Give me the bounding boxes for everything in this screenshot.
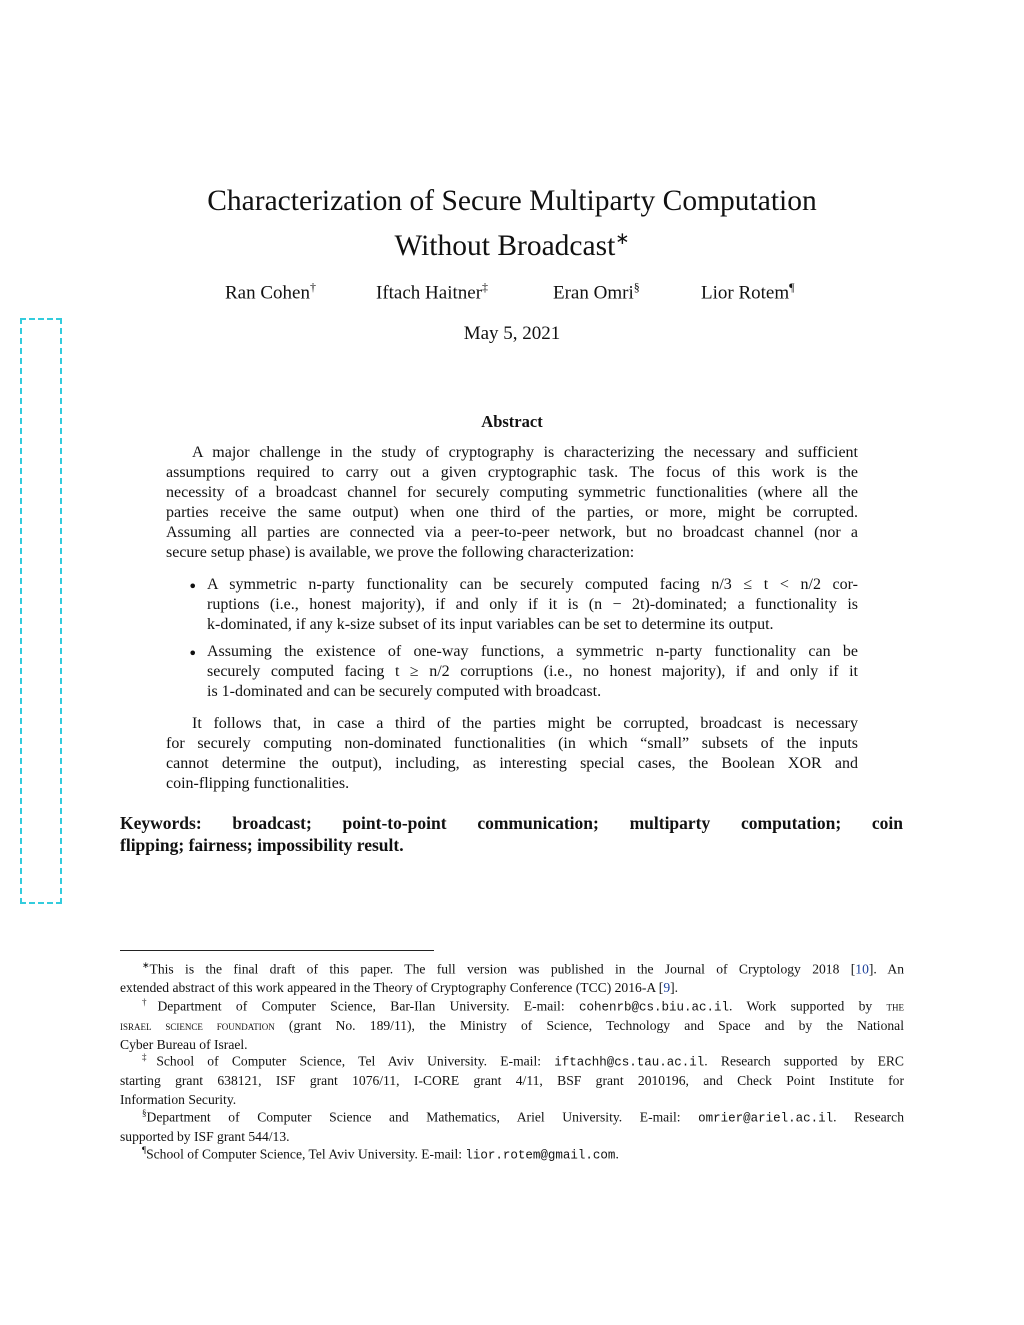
abstract-heading: Abstract — [481, 412, 543, 431]
abstract-bullet-1: A symmetric n-party functionality can be securely computed facing n/3 ≤ t < n/2 cor- ruptions (i.e., honest majority), if and only if it is (n − 2t)-dominated; a functionality is k-dominated, if any k-size subset of its input variables can be set to determine its output. — [207, 576, 858, 633]
footnote-3: ‡School of Computer Science, Tel Aviv University. E-mail: iftachh@cs.tau.ac.il. Research supported by ERC starting grant 638121, ISF grant 1076/11, I-CORE grant 4/11, BSF grant 2010196, and Check Point Institute for Information Security. — [120, 1052, 905, 1107]
bullet-2-marker: • — [188, 644, 198, 663]
paper-title — [150, 183, 874, 265]
bullet-1-marker: • — [188, 577, 198, 596]
email-haitner[interactable]: iftachh@cs.tau.ac.il — [554, 1055, 705, 1070]
abstract-paragraph-1: A major challenge in the study of cryptography is characterizing the necessary and sufficient assumptions required to carry out a given cryptographic task. The focus of this work is the necessity of a broadcast channel for securely computing symmetric functionalities (where all the parties receive the same output) when one third of the parties, or more, might be corrupted. Assuming all parties are connected via a peer-to-peer network, but no broadcast channel (nor a secure setup phase) is available, we prove the following characterization: — [166, 444, 858, 561]
abstract-paragraph-2: It follows that, in case a third of the parties might be corrupted, broadcast is necessary for securely computing non-dominated functionalities (in which “small” subsets of the inputs cannot determine the output), including, as interesting special cases, the Boolean XOR and coin-flipping functionalities. — [166, 715, 858, 792]
author-4: Lior Rotem¶ — [701, 280, 795, 304]
reference-link-9[interactable]: 9 — [663, 980, 671, 996]
author-1: Ran Cohen† — [225, 280, 316, 304]
footnote-4: §Department of Computer Science and Mathematics, Ariel University. E-mail: omrier@ariel.ac.il. Research supported by ISF grant 544/13. — [120, 1108, 904, 1145]
footnote-rule — [120, 950, 434, 951]
email-omri[interactable]: omrier@ariel.ac.il — [698, 1111, 834, 1126]
footnote-5: ¶School of Computer Science, Tel Aviv University. E-mail: lior.rotem@gmail.com. — [142, 1145, 619, 1163]
arxiv-stamp-frame — [20, 318, 62, 904]
email-cohen[interactable]: cohenrb@cs.biu.ac.il — [578, 1000, 729, 1015]
title-line-2: Without Broadcast∗ — [394, 229, 630, 262]
reference-link-10[interactable]: 10 — [855, 961, 869, 977]
footnote-1: ∗This is the final draft of this paper. The full version was published in the Journal of Cryptology 2018 [10]. An extended abstract of this work appeared in the Theory of Cryptography Conference (TCC) 2016-A [9]. — [120, 960, 904, 996]
publication-date: May 5, 2021 — [463, 323, 561, 344]
title-footnote-mark: ∗ — [615, 229, 630, 248]
keywords: Keywords: broadcast; point-to-point communication; multiparty computation; coin flipping; fairness; impossibility result. — [120, 813, 903, 855]
footnote-2: †Department of Computer Science, Bar-Ilan University. E-mail: cohenrb@cs.biu.ac.il. Work supported by the israel science foundation (grant No. 189/11), the Ministry of Science, Technology and Space and by the National Cyber Bureau of Israel. — [120, 997, 904, 1052]
title-line-1: Characterization of Secure Multiparty Computation — [207, 185, 817, 217]
email-rotem[interactable]: lior.rotem@gmail.com — [465, 1148, 616, 1163]
author-2: Iftach Haitner‡ — [376, 280, 489, 304]
abstract-bullet-2: Assuming the existence of one-way functions, a symmetric n-party functionality can be securely computed facing t ≥ n/2 corruptions (i.e., no honest majority), if and only if it is 1-dominated and can be securely computed with broadcast. — [207, 643, 858, 700]
author-3: Eran Omri§ — [553, 280, 640, 304]
